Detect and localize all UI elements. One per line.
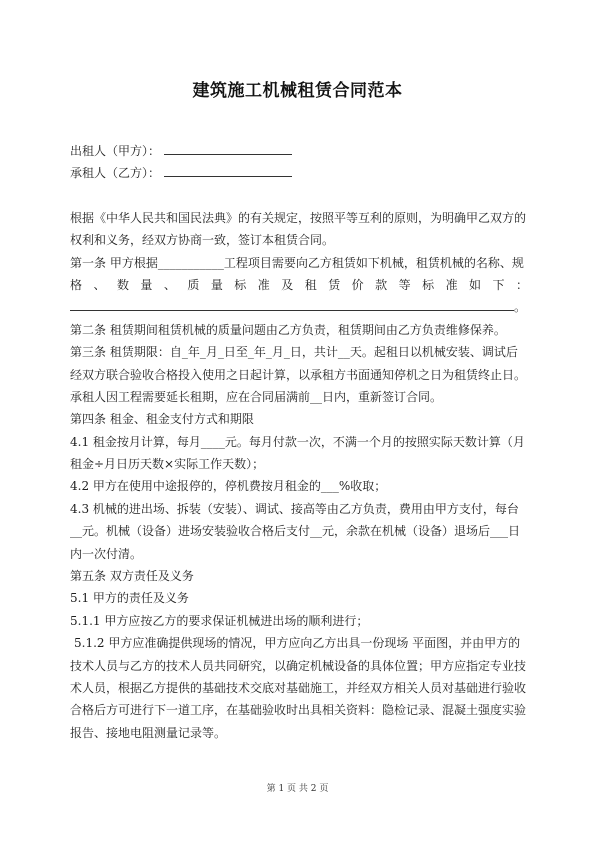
clause-4-3-line: 4.3 机械的进出场、拆装（安装）、调试、接高等由乙方负责，费用由甲方支付，每台	[70, 501, 519, 516]
clause-5-1-heading: 5.1 甲方的责任及义务	[70, 591, 189, 606]
clause-5-1-2-line: 5.1.2 甲方应准确提供现场的情况，甲方应向乙方出具一份现场 平面图，并由甲方的	[74, 636, 521, 651]
lessee-label: 承租人（乙方）：	[70, 166, 161, 181]
page-footer: 第 1 页 共 2 页	[266, 784, 329, 794]
article-3-line: 第三条 租赁期限：自_年_月_日至_年_月_日，共计__天。起租日以机械安装、调试后	[70, 345, 518, 360]
article-4-heading: 第四条 租金、租金支付方式和期限	[70, 412, 254, 427]
clause-4-1-line: 4.1 租金按月计算，每月____元。每月付款一次，不满一个月的按照实际天数计算（月	[70, 434, 525, 449]
long-blank	[70, 298, 514, 311]
clause-5-1-2-line: 报告、接地电阻测量记录等。	[70, 725, 227, 740]
article-5-heading: 第五条 双方责任及义务	[70, 569, 194, 584]
clause-4-2-line: 4.2 甲方在使用中途报停的，停机费按月租金的___%收取；	[70, 479, 387, 494]
article-3-line: 承租人因工程需要延长租期，应在合同届满前__日内，重新签订合同。	[70, 389, 443, 404]
lessee-line	[70, 162, 528, 184]
article-2-line: 第二条 租赁期间租赁机械的质量问题由乙方负责，租赁期间由乙方负责维修保养。	[70, 322, 506, 337]
lessee-blank	[164, 164, 292, 177]
paragraph-line: 根据《中华人民共和国民法典》的有关规定，按照平等互利的原则，为明确甲乙双方的	[70, 210, 527, 225]
clause-4-1-line: 租金÷月日历天数×实际工作天数）；	[70, 457, 265, 472]
period-mark: 。	[514, 300, 527, 315]
paragraph-line: 权利和义务，经双方协商一致，签订本租赁合同。	[70, 233, 335, 248]
article-1-spec-line: 格、数量、质量标准及租赁价款等标准如下：	[70, 277, 528, 292]
article-3-line: 经双方联合验收合格投入使用之日起计算，以承租方书面通知停机之日为租赁终止日。	[70, 367, 527, 382]
clause-5-1-2-line: 合格后方可进行下一道工序，在基础验收时出具相关资料：隐检记录、混凝土强度实验	[70, 703, 527, 718]
clause-4-3-line: 内一次付清。	[70, 546, 143, 561]
document-body	[70, 140, 528, 744]
clause-5-1-1-line: 5.1.1 甲方应按乙方的要求保证机械进出场的顺利进行；	[70, 613, 369, 628]
lessor-label: 出租人（甲方）：	[70, 144, 161, 158]
document-title: 建筑施工机械租赁合同范本	[192, 81, 403, 101]
clause-4-3-line: __元。机械（设备）进场安装验收合格后支付__元，余款在机械（设备）退场后___日	[70, 524, 521, 539]
article-1-line: 第一条 甲方根据___________工程项目需要向乙方租赁如下机械，租赁机械的名称、规	[70, 255, 524, 270]
lessor-line	[70, 140, 528, 162]
clause-5-1-2-line: 技术人员与乙方的技术人员共同研究，以确定机械设备的具体位置；甲方应指定专业技	[70, 658, 527, 673]
lessor-blank	[164, 142, 292, 155]
clause-5-1-2-line: 术人员，根据乙方提供的基础技术交底对基础施工，并经双方相关人员对基础进行验收	[70, 680, 527, 695]
article-1-blank-line	[70, 296, 528, 318]
